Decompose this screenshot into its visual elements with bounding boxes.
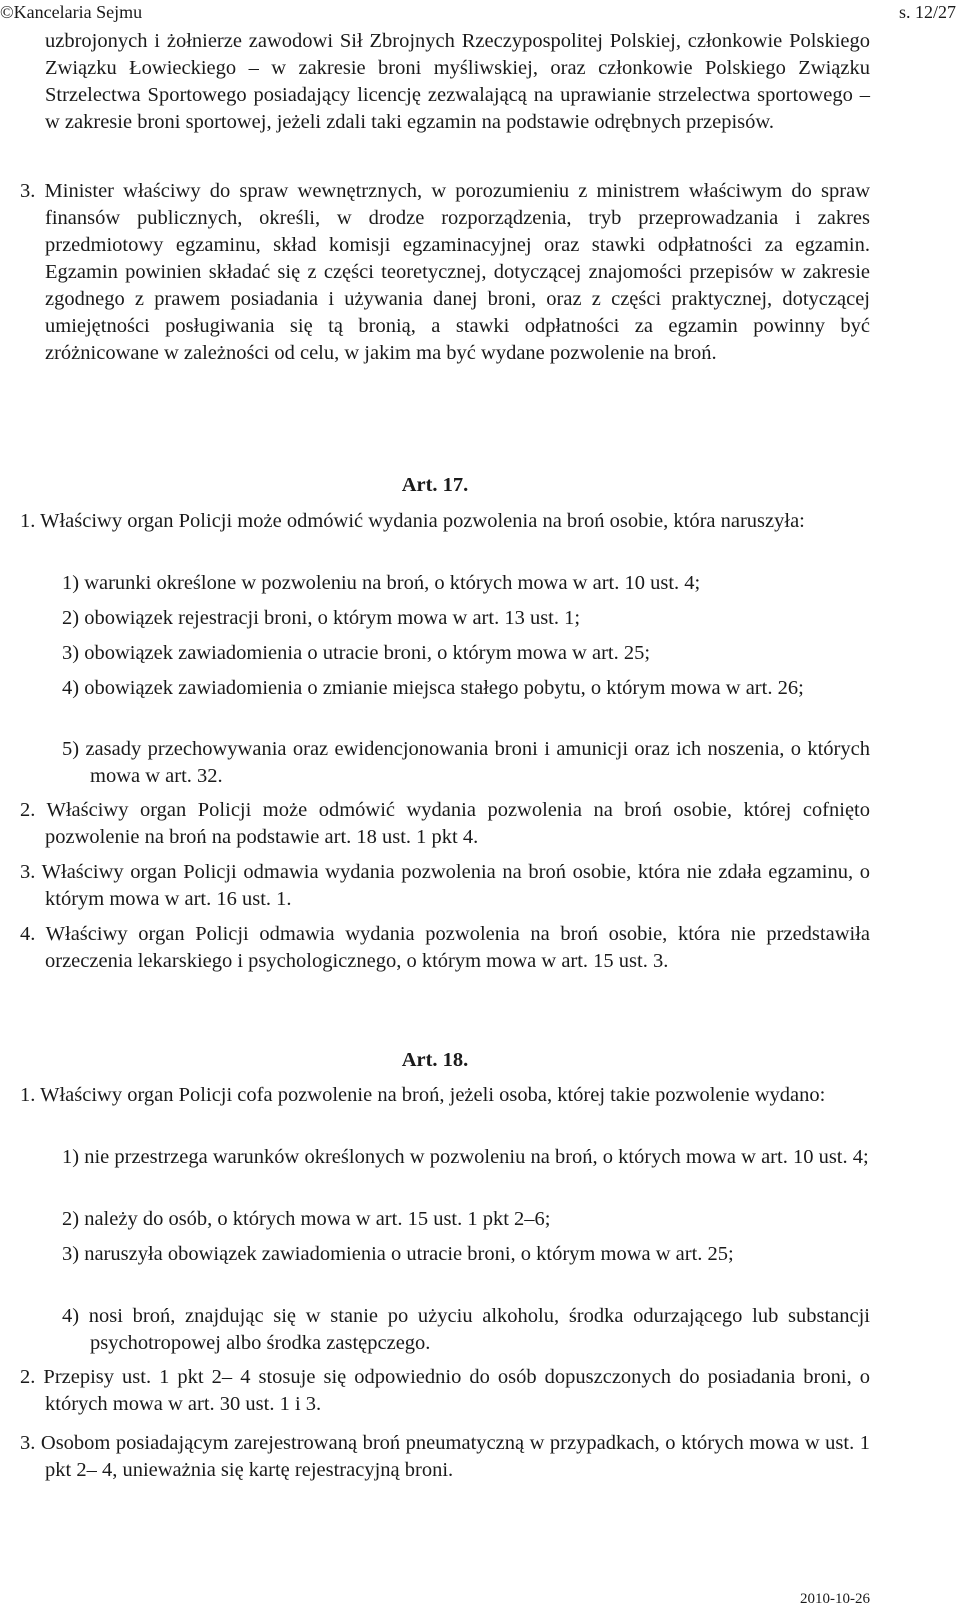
art18-pkt2: 2) należy do osób, o których mowa w art. 15 ust. 1 pkt 2–6;: [62, 1208, 551, 1230]
art18-pkt1: 1) nie przestrzega warunków określonych w pozwoleniu na broń, o których mowa w art. 10 ust. 4;: [62, 1146, 869, 1168]
art17-ust4: 4. Właściwy organ Policji odmawia wydania pozwolenia na broń osobie, która nie przedstawiła orzeczenia lekarskiego i psychologicznego, o którym mowa w art. 15 ust. 3.: [20, 923, 870, 972]
art17-pkt2: 2) obowiązek rejestracji broni, o którym mowa w art. 13 ust. 1;: [62, 607, 581, 629]
art18-pkt3: 3) naruszyła obowiązek zawiadomienia o utracie broni, o którym mowa w art. 25;: [62, 1243, 734, 1265]
art17-ust3: 3. Właściwy organ Policji odmawia wydania pozwolenia na broń osobie, która nie zdała egzaminu, o którym mowa w art. 16 ust. 1.: [20, 861, 870, 910]
page-number: s. 12/27: [898, 2, 956, 22]
art17-pkt4: 4) obowiązek zawiadomienia o zmianie miejsca stałego pobytu, o którym mowa w art. 26;: [62, 677, 804, 699]
art18-title: Art. 18.: [401, 1049, 469, 1071]
art18-ust2: 2. Przepisy ust. 1 pkt 2– 4 stosuje się odpowiednio do osób dopuszczonych do posiadania broni, o których mowa w art. 30 ust. 1 i 3.: [20, 1366, 870, 1415]
art18-ust3: 3. Osobom posiadającym zarejestrowaną broń pneumatyczną w przypadkach, o których mowa w ust. 1 pkt 2– 4, unieważnia się kartę rejestracyjną broni.: [20, 1432, 870, 1481]
art17-pkt3: 3) obowiązek zawiadomienia o utracie broni, o którym mowa w art. 25;: [62, 642, 651, 664]
art17-ust2: 2. Właściwy organ Policji może odmówić wydania pozwolenia na broń osobie, której cofnięto pozwolenie na broń na podstawie art. 18 ust. 1 pkt 4.: [20, 799, 870, 848]
intro-paragraph: uzbrojonych i żołnierze zawodowi Sił Zbrojnych Rzeczypospolitej Polskiej, członkowie Polskiego Związku Łowieckiego – w zakresie broni myśliwskiej, oraz członkowie Polskiego Związku Strzelectwa Sportowego posiadający licencję zezwalającą na uprawianie strzelectwa sportowego – w zakresie broni sportowej, jeżeli zdali taki egzamin na podstawie odrębnych przepisów.: [45, 30, 870, 133]
header-copyright: ©Kancelaria Sejmu: [0, 2, 143, 22]
art18-pkt4: 4) nosi broń, znajdując się w stanie po użyciu alkoholu, środka odurzającego lub substancji psychotropowej albo środka zastępczego.: [62, 1305, 870, 1354]
art17-pkt1: 1) warunki określone w pozwoleniu na broń, o których mowa w art. 10 ust. 4;: [62, 572, 701, 594]
art17-pkt5: 5) zasady przechowywania oraz ewidencjonowania broni i amunicji oraz ich noszenia, o których mowa w art. 32.: [62, 738, 870, 787]
art17-ust1: 1. Właściwy organ Policji może odmówić wydania pozwolenia na broń osobie, która naruszyła:: [20, 510, 805, 532]
art16-ust3: 3. Minister właściwy do spraw wewnętrznych, w porozumieniu z ministrem właściwym do spraw finansów publicznych, określi, w drodze rozporządzenia, tryb przeprowadzania i zakres przedmiotowy egzaminu, skład komisji egzaminacyjnej oraz stawki odpłatności za egzamin. Egzamin powinien składać się z części teoretycznej, dotyczącej znajomości przepisów w zakresie zgodnego z prawem posiadania i używania danej broni, oraz z części praktycznej, dotyczącej umiejętności posługiwania się tą bronią, a stawki odpłatności za egzamin powinny być zróżnicowane w zależności od celu, w jakim ma być wydane pozwolenie na broń.: [20, 180, 870, 364]
art17-title: Art. 17.: [401, 474, 469, 496]
footer-date: 2010-10-26: [800, 1591, 870, 1607]
art18-ust1: 1. Właściwy organ Policji cofa pozwolenie na broń, jeżeli osoba, której takie pozwolenie wydano:: [20, 1084, 826, 1106]
